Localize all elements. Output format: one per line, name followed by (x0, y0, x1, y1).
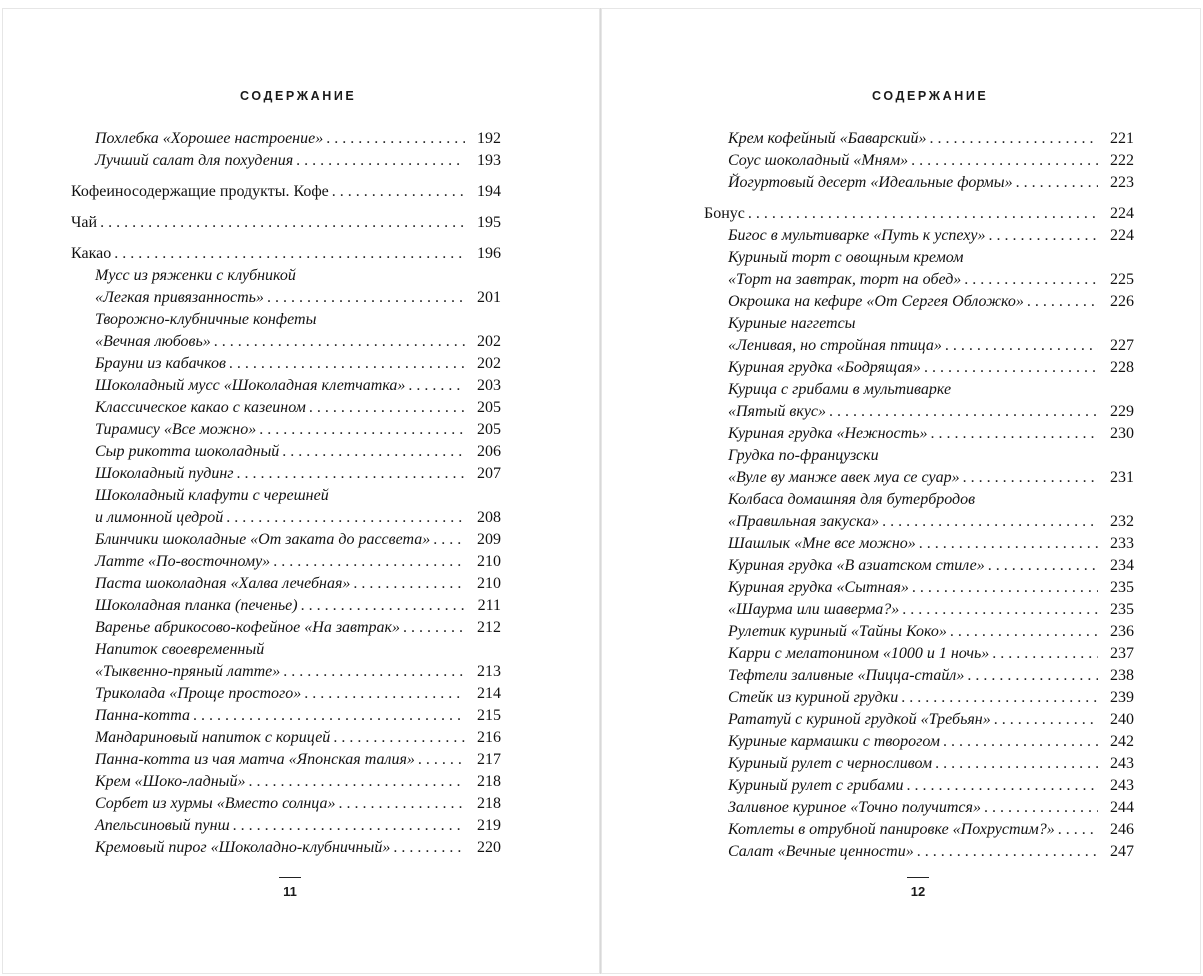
toc-entry-title: Блинчики шоколадные «От заката до рассвета» (95, 531, 431, 548)
dot-leader (226, 507, 465, 529)
toc-entry-title: Соус шоколадный «Мням» (728, 152, 909, 169)
dot-leader (353, 573, 465, 595)
toc-entry (704, 313, 1134, 335)
toc-entry-title: Сыр рикотта шоколадный (95, 443, 280, 460)
toc-entry-title: «Вечная любовь» (95, 333, 211, 350)
folio-rule (279, 877, 301, 878)
toc-entry-page: 218 (477, 773, 501, 790)
dot-leader (333, 727, 465, 749)
page-header: СОДЕРЖАНИЕ (240, 89, 357, 103)
toc-entry-page: 213 (477, 663, 501, 680)
toc-entry (704, 511, 1134, 533)
dot-leader (403, 617, 465, 639)
toc-entry-page: 206 (477, 443, 501, 460)
toc-entry-title: Шоколадный мусс «Шоколадная клетчатка» (95, 377, 406, 394)
toc-entry-page: 192 (477, 130, 501, 147)
toc-entry-title: Шоколадная планка (печенье) (95, 597, 298, 614)
toc-entry-title: Куриный рулет с черносливом (728, 755, 933, 772)
toc-entry-page: 229 (1110, 403, 1134, 420)
dot-leader (418, 749, 465, 771)
toc-entry (704, 489, 1134, 511)
toc-entry (71, 150, 501, 172)
toc-entry-title: Латте «По-восточному» (95, 553, 271, 570)
toc-entry-title: Кофеиносодержащие продукты. Кофе (71, 183, 329, 200)
toc-entry-title: Крем «Шоко-ладный» (95, 773, 246, 790)
toc-entry-page: 207 (477, 465, 501, 482)
dot-leader (393, 837, 465, 859)
folio-rule (907, 877, 929, 878)
toc-entry (71, 419, 501, 441)
toc-entry (71, 837, 501, 859)
toc-entry (71, 551, 501, 573)
dot-leader (988, 555, 1098, 577)
toc-entry-title: и лимонной цедрой (95, 509, 224, 526)
toc-entry-title: Напиток своевременный (95, 641, 265, 658)
page-header: СОДЕРЖАНИЕ (872, 89, 989, 103)
toc-entry-page: 193 (477, 152, 501, 169)
toc-entry-title: Курица с грибами в мультиварке (728, 381, 952, 398)
toc-entry (71, 181, 501, 203)
toc-entry-page: 232 (1110, 513, 1134, 530)
dot-leader (408, 375, 465, 397)
dot-leader (967, 665, 1098, 687)
toc-entry-title: Триколада «Проще простого» (95, 685, 302, 702)
toc-entry-title: «Правильная закуска» (728, 513, 880, 530)
toc-entry (704, 687, 1134, 709)
toc-entry (71, 265, 501, 287)
toc-entry (704, 225, 1134, 247)
toc-entry-page: 238 (1110, 667, 1134, 684)
toc-entry-title: Куриные кармашки с творогом (728, 733, 940, 750)
toc-entry-title: «Легкая привязанность» (95, 289, 264, 306)
toc-entry-title: Творожно-клубничные конфеты (95, 311, 317, 328)
toc-entry (71, 309, 501, 331)
dot-leader (229, 353, 465, 375)
toc-entry-title: Карри с мелатонином «1000 и 1 ночь» (728, 645, 990, 662)
toc-entry (704, 379, 1134, 401)
toc-entry (71, 375, 501, 397)
toc-entry-title: Тефтели заливные «Пицца-стайл» (728, 667, 965, 684)
toc-entry (71, 661, 501, 683)
toc-entry-page: 226 (1110, 293, 1134, 310)
dot-leader (829, 401, 1098, 423)
dot-leader (237, 463, 465, 485)
toc-entry-title: Панна-котта (95, 707, 190, 724)
dot-leader (924, 357, 1098, 379)
toc-entry (704, 709, 1134, 731)
dot-leader (882, 511, 1098, 533)
toc-entry-title: Бонус (704, 205, 745, 222)
toc-entry-page: 214 (477, 685, 501, 702)
toc-entry (71, 128, 501, 150)
toc-entry-title: Куриная грудка «Сытная» (728, 579, 909, 596)
toc-entry (704, 172, 1134, 194)
toc-entry-title: Кремовый пирог «Шоколадно-клубничный» (95, 839, 391, 856)
toc-entry-page: 202 (477, 333, 501, 350)
dot-leader (114, 243, 465, 265)
toc-entry (71, 529, 501, 551)
toc-entry-title: Бигос в мультиварке «Путь к успеху» (728, 227, 986, 244)
toc-entry-title: Варенье абрикосово-кофейное «На завтрак» (95, 619, 401, 636)
toc-entry (704, 247, 1134, 269)
toc-entry-page: 243 (1110, 755, 1134, 772)
toc-entry-page: 247 (1110, 843, 1134, 860)
toc-entry-page: 228 (1110, 359, 1134, 376)
toc-entry-page: 235 (1110, 579, 1134, 596)
toc-entry (704, 577, 1134, 599)
toc-entry (704, 753, 1134, 775)
toc-entry-page: 219 (477, 817, 501, 834)
dot-leader (912, 577, 1098, 599)
dot-leader (100, 212, 465, 234)
toc-entry-title: «Торт на завтрак, торт на обед» (728, 271, 962, 288)
right-page (601, 8, 1201, 974)
toc-entry-page: 223 (1110, 174, 1134, 191)
toc-entry-page: 246 (1110, 821, 1134, 838)
toc-entry-page: 218 (477, 795, 501, 812)
toc-entry-title: Куриный рулет с грибами (728, 777, 904, 794)
toc-entry (704, 203, 1134, 225)
toc-entry-page: 242 (1110, 733, 1134, 750)
toc-entry (71, 331, 501, 353)
toc-entry (704, 269, 1134, 291)
toc-entry (71, 463, 501, 485)
toc-entry-title: Тирамису «Все можно» (95, 421, 257, 438)
toc-entry (71, 617, 501, 639)
toc-entry-page: 217 (477, 751, 501, 768)
toc-entry-page: 243 (1110, 777, 1134, 794)
toc-entry (704, 533, 1134, 555)
dot-leader (930, 128, 1098, 150)
dot-leader (945, 335, 1098, 357)
toc-entry (704, 841, 1134, 863)
dot-leader (283, 661, 465, 683)
dot-leader (748, 203, 1098, 225)
dot-leader (296, 150, 465, 172)
dot-leader (917, 841, 1098, 863)
toc-entry (704, 467, 1134, 489)
toc-list (704, 128, 1134, 863)
dot-leader (248, 771, 465, 793)
toc-entry-page: 208 (477, 509, 501, 526)
toc-entry-page: 224 (1110, 227, 1134, 244)
toc-entry (704, 423, 1134, 445)
toc-entry-page: 205 (477, 421, 501, 438)
toc-entry-title: «Вуле ву манже авек муа се суар» (728, 469, 960, 486)
dot-leader (301, 595, 465, 617)
toc-entry-page: 240 (1110, 711, 1134, 728)
toc-entry-title: Грудка по-французски (728, 447, 879, 464)
toc-entry-page: 202 (477, 355, 501, 372)
toc-entry-page: 230 (1110, 425, 1134, 442)
toc-entry-title: Классическое какао с казеином (95, 399, 306, 416)
toc-entry (704, 775, 1134, 797)
toc-entry-page: 235 (1110, 601, 1134, 618)
toc-entry (704, 555, 1134, 577)
dot-leader (309, 397, 465, 419)
toc-entry-page: 211 (477, 597, 501, 614)
toc-entry-title: Куриный торт с овощным кремом (728, 249, 964, 266)
toc-entry-page: 210 (477, 575, 501, 592)
toc-entry-title: Сорбет из хурмы «Вместо солнца» (95, 795, 336, 812)
toc-entry-title: Куриная грудка «В азиатском стиле» (728, 557, 985, 574)
dot-leader (906, 775, 1098, 797)
toc-entry-title: Чай (71, 214, 98, 231)
toc-entry-page: 244 (1110, 799, 1134, 816)
toc-entry-page: 222 (1110, 152, 1134, 169)
toc-entry (71, 243, 501, 265)
toc-entry (704, 150, 1134, 172)
toc-entry (71, 441, 501, 463)
dot-leader (282, 441, 465, 463)
toc-entry-title: «Тыквенно-пряный латте» (95, 663, 281, 680)
dot-leader (930, 423, 1098, 445)
dot-leader (326, 128, 465, 150)
toc-entry (704, 128, 1134, 150)
toc-entry-page: 209 (477, 531, 501, 548)
toc-entry-title: Колбаса домашняя для бутербродов (728, 491, 976, 508)
dot-leader (919, 533, 1098, 555)
toc-entry-title: Шашлык «Мне все можно» (728, 535, 916, 552)
toc-entry (704, 357, 1134, 379)
page-number (278, 877, 302, 899)
dot-leader (1016, 172, 1098, 194)
toc-entry (704, 665, 1134, 687)
dot-leader (433, 529, 465, 551)
dot-leader (984, 797, 1098, 819)
dot-leader (1058, 819, 1098, 841)
dot-leader (964, 269, 1098, 291)
toc-entry (704, 819, 1134, 841)
dot-leader (901, 687, 1098, 709)
toc-entry-title: Салат «Вечные ценности» (728, 843, 914, 860)
toc-entry (71, 573, 501, 595)
toc-entry (71, 749, 501, 771)
toc-entry-title: Крем кофейный «Баварский» (728, 130, 927, 147)
toc-entry-title: «Шаурма или шаверма?» (728, 601, 900, 618)
toc-entry (704, 291, 1134, 313)
toc-entry-page: 233 (1110, 535, 1134, 552)
toc-entry-title: Шоколадный пудинг (95, 465, 234, 482)
toc-entry-title: «Ленивая, но стройная птица» (728, 337, 942, 354)
toc-entry-page: 212 (477, 619, 501, 636)
toc-entry-title: Шоколадный клафути с черешней (95, 487, 329, 504)
dot-leader (233, 815, 465, 837)
toc-entry (71, 771, 501, 793)
dot-leader (267, 287, 465, 309)
dot-leader (259, 419, 465, 441)
toc-entry-page: 237 (1110, 645, 1134, 662)
toc-entry (71, 397, 501, 419)
toc-entry (704, 797, 1134, 819)
toc-entry-title: Куриная грудка «Бодрящая» (728, 359, 921, 376)
toc-entry-title: Рататуй с куриной грудкой «Требьян» (728, 711, 991, 728)
dot-leader (963, 467, 1098, 489)
toc-entry-page: 221 (1110, 130, 1134, 147)
toc-entry (704, 731, 1134, 753)
dot-leader (935, 753, 1098, 775)
toc-entry-page: 215 (477, 707, 501, 724)
toc-entry-title: Рулетик куриный «Тайны Коко» (728, 623, 947, 640)
toc-entry-title: Стейк из куриной грудки (728, 689, 899, 706)
dot-leader (950, 621, 1098, 643)
dot-leader (1027, 291, 1098, 313)
toc-entry-page: 203 (477, 377, 501, 394)
dot-leader (273, 551, 465, 573)
toc-entry-title: Похлебка «Хорошее настроение» (95, 130, 324, 147)
page-number (906, 877, 930, 899)
toc-entry (704, 401, 1134, 423)
toc-entry-title: Лучший салат для похудения (95, 152, 294, 169)
toc-entry-title: Панна-котта из чая матча «Японская талия» (95, 751, 415, 768)
dot-leader (214, 331, 465, 353)
toc-entry-title: Паста шоколадная «Халва лечебная» (95, 575, 351, 592)
dot-leader (332, 181, 465, 203)
dot-leader (911, 150, 1098, 172)
dot-leader (193, 705, 465, 727)
toc-entry (71, 485, 501, 507)
toc-entry-title: Брауни из кабачков (95, 355, 226, 372)
dot-leader (339, 793, 466, 815)
toc-entry-page: 220 (477, 839, 501, 856)
toc-entry (71, 639, 501, 661)
toc-entry-page: 195 (477, 214, 501, 231)
toc-entry-page: 239 (1110, 689, 1134, 706)
toc-entry (71, 287, 501, 309)
toc-entry-title: Апельсиновый пунш (95, 817, 230, 834)
dot-leader (989, 225, 1098, 247)
toc-entry (71, 595, 501, 617)
toc-entry-page: 234 (1110, 557, 1134, 574)
dot-leader (304, 683, 465, 705)
toc-entry (704, 445, 1134, 467)
toc-entry-page: 194 (477, 183, 501, 200)
toc-entry (704, 621, 1134, 643)
toc-entry-title: Мандариновый напиток с корицей (95, 729, 331, 746)
toc-entry (704, 335, 1134, 357)
toc-entry (71, 727, 501, 749)
toc-entry-title: Йогуртовый десерт «Идеальные формы» (728, 174, 1013, 191)
toc-entry (71, 507, 501, 529)
toc-entry-title: Котлеты в отрубной панировке «Похрустим?» (728, 821, 1055, 838)
toc-entry-title: Куриные наггетсы (728, 315, 856, 332)
toc-entry (71, 705, 501, 727)
toc-entry-page: 236 (1110, 623, 1134, 640)
toc-entry-page: 231 (1110, 469, 1134, 486)
toc-entry-title: «Пятый вкус» (728, 403, 827, 420)
toc-entry-title: Какао (71, 245, 112, 262)
toc-entry-title: Окрошка на кефире «От Сергея Обложко» (728, 293, 1024, 310)
toc-entry-title: Куриная грудка «Нежность» (728, 425, 928, 442)
toc-entry-page: 227 (1110, 337, 1134, 354)
left-page (2, 8, 600, 974)
toc-entry (71, 793, 501, 815)
toc-entry (71, 683, 501, 705)
toc-entry-page: 225 (1110, 271, 1134, 288)
toc-entry-title: Заливное куриное «Точно получится» (728, 799, 981, 816)
toc-entry-page: 196 (477, 245, 501, 262)
toc-entry (704, 643, 1134, 665)
toc-entry-page: 201 (477, 289, 501, 306)
toc-entry (71, 212, 501, 234)
dot-leader (992, 643, 1098, 665)
page-number-text: 12 (910, 884, 926, 899)
toc-list (71, 128, 501, 859)
dot-leader (902, 599, 1098, 621)
toc-entry-page: 224 (1110, 205, 1134, 222)
toc-entry-page: 210 (477, 553, 501, 570)
page-number-text: 11 (283, 884, 297, 899)
dot-leader (943, 731, 1098, 753)
toc-entry (71, 815, 501, 837)
toc-entry (71, 353, 501, 375)
dot-leader (994, 709, 1098, 731)
toc-entry-title: Мусс из ряженки с клубникой (95, 267, 296, 284)
toc-entry-page: 205 (477, 399, 501, 416)
toc-entry-page: 216 (477, 729, 501, 746)
toc-entry (704, 599, 1134, 621)
